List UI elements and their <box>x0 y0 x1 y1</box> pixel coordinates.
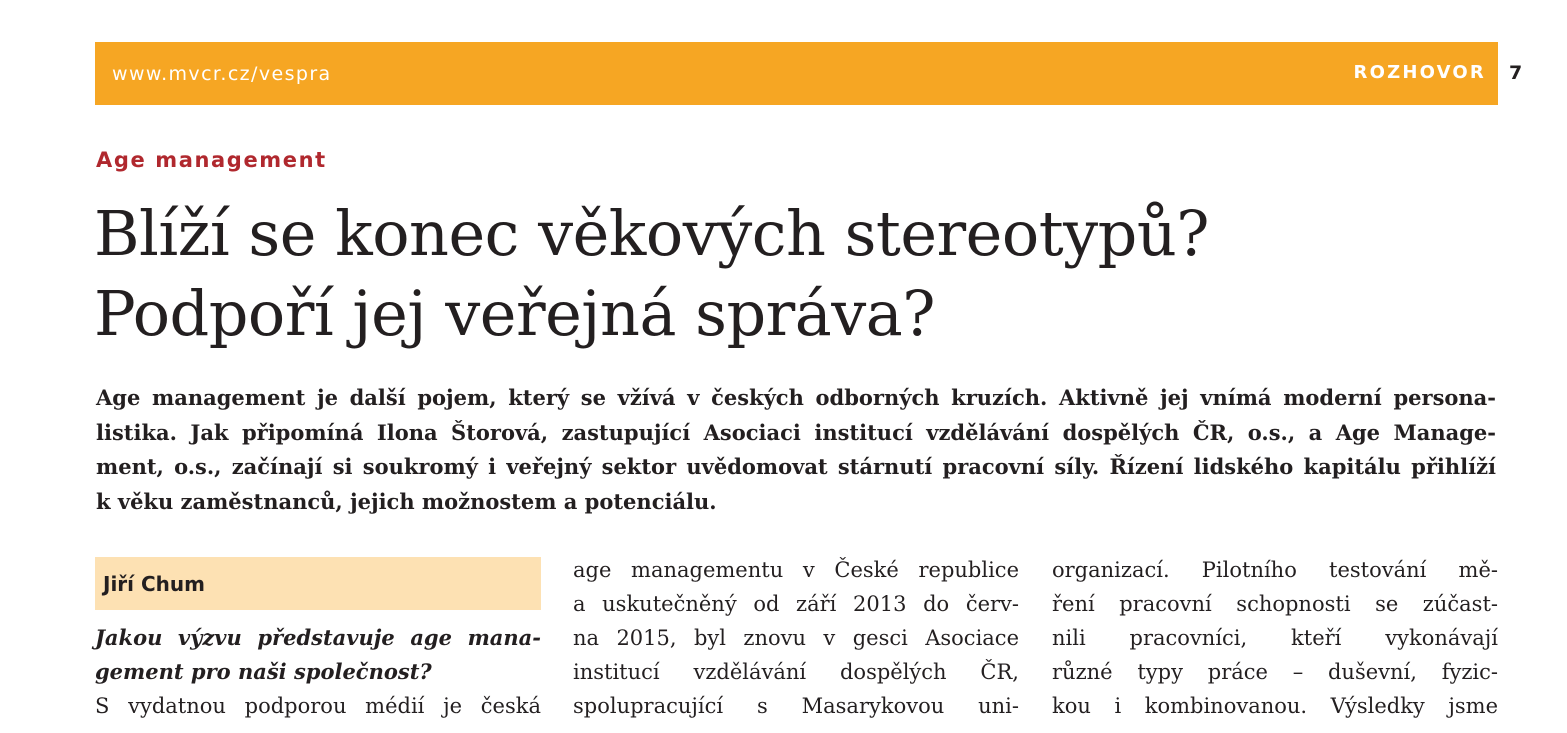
column-line: a uskutečněný od září 2013 do červ- <box>573 592 1019 616</box>
question-line: gement pro naši společnost? <box>95 659 432 684</box>
column-line: institucí vzdělávání dospělých ČR, <box>573 660 1019 684</box>
column-line: různé typy práce – duševní, fyzic- <box>1052 660 1498 684</box>
perex-line: Age management je další pojem, který se vžívá v českých odborných kruzích. Aktivně jej vnímá moderní persona- <box>96 385 1496 410</box>
article-kicker: Age management <box>96 148 327 172</box>
column-line: kou i kombinovanou. Výsledky jsme <box>1052 694 1498 718</box>
header-bar <box>95 42 1498 105</box>
perex-line: ment, o.s., začínají si soukromý i veřejný sektor uvědomovat stárnutí pracovní síly. Řízení lidského kapitálu přihlíží <box>96 454 1496 479</box>
column-line: ření pracovní schopnosti se zúčast- <box>1052 592 1498 616</box>
article-perex <box>96 381 1496 519</box>
author-box <box>95 557 541 610</box>
headline-line: Podpoří jej veřejná správa? <box>94 277 935 350</box>
website-url[interactable]: www.mvcr.cz/vespra <box>112 63 332 85</box>
column-line: organizací. Pilotního testování mě- <box>1052 558 1498 582</box>
interview-question <box>95 621 541 689</box>
column-line: spolupracující s Masarykovou uni- <box>573 694 1019 718</box>
text-column-3 <box>1052 553 1498 723</box>
page-number: 7 <box>1509 62 1523 84</box>
section-label: ROZHOVOR <box>1353 62 1486 83</box>
interview-answer <box>95 689 541 723</box>
column-line: na 2015, byl znovu v gesci Asociace <box>573 626 1019 650</box>
author-name: Jiří Chum <box>103 572 205 596</box>
perex-line: k věku zaměstnanců, jejich možnostem a potenciálu. <box>96 488 717 514</box>
question-line: Jakou výzvu představuje age mana- <box>95 625 541 650</box>
answer-line: S vydatnou podporou médií je česká <box>95 694 541 718</box>
column-line: age managementu v České republice <box>573 558 1019 582</box>
article-headline <box>94 194 1514 354</box>
text-column-2 <box>573 553 1019 723</box>
column-line: nili pracovníci, kteří vykonávají <box>1052 626 1498 650</box>
headline-line: Blíží se konec věkových stereotypů? <box>94 197 1209 270</box>
perex-line: listika. Jak připomíná Ilona Štorová, zastupující Asociaci institucí vzdělávání dospělých ČR, o.s., a Age Manage- <box>96 419 1496 445</box>
